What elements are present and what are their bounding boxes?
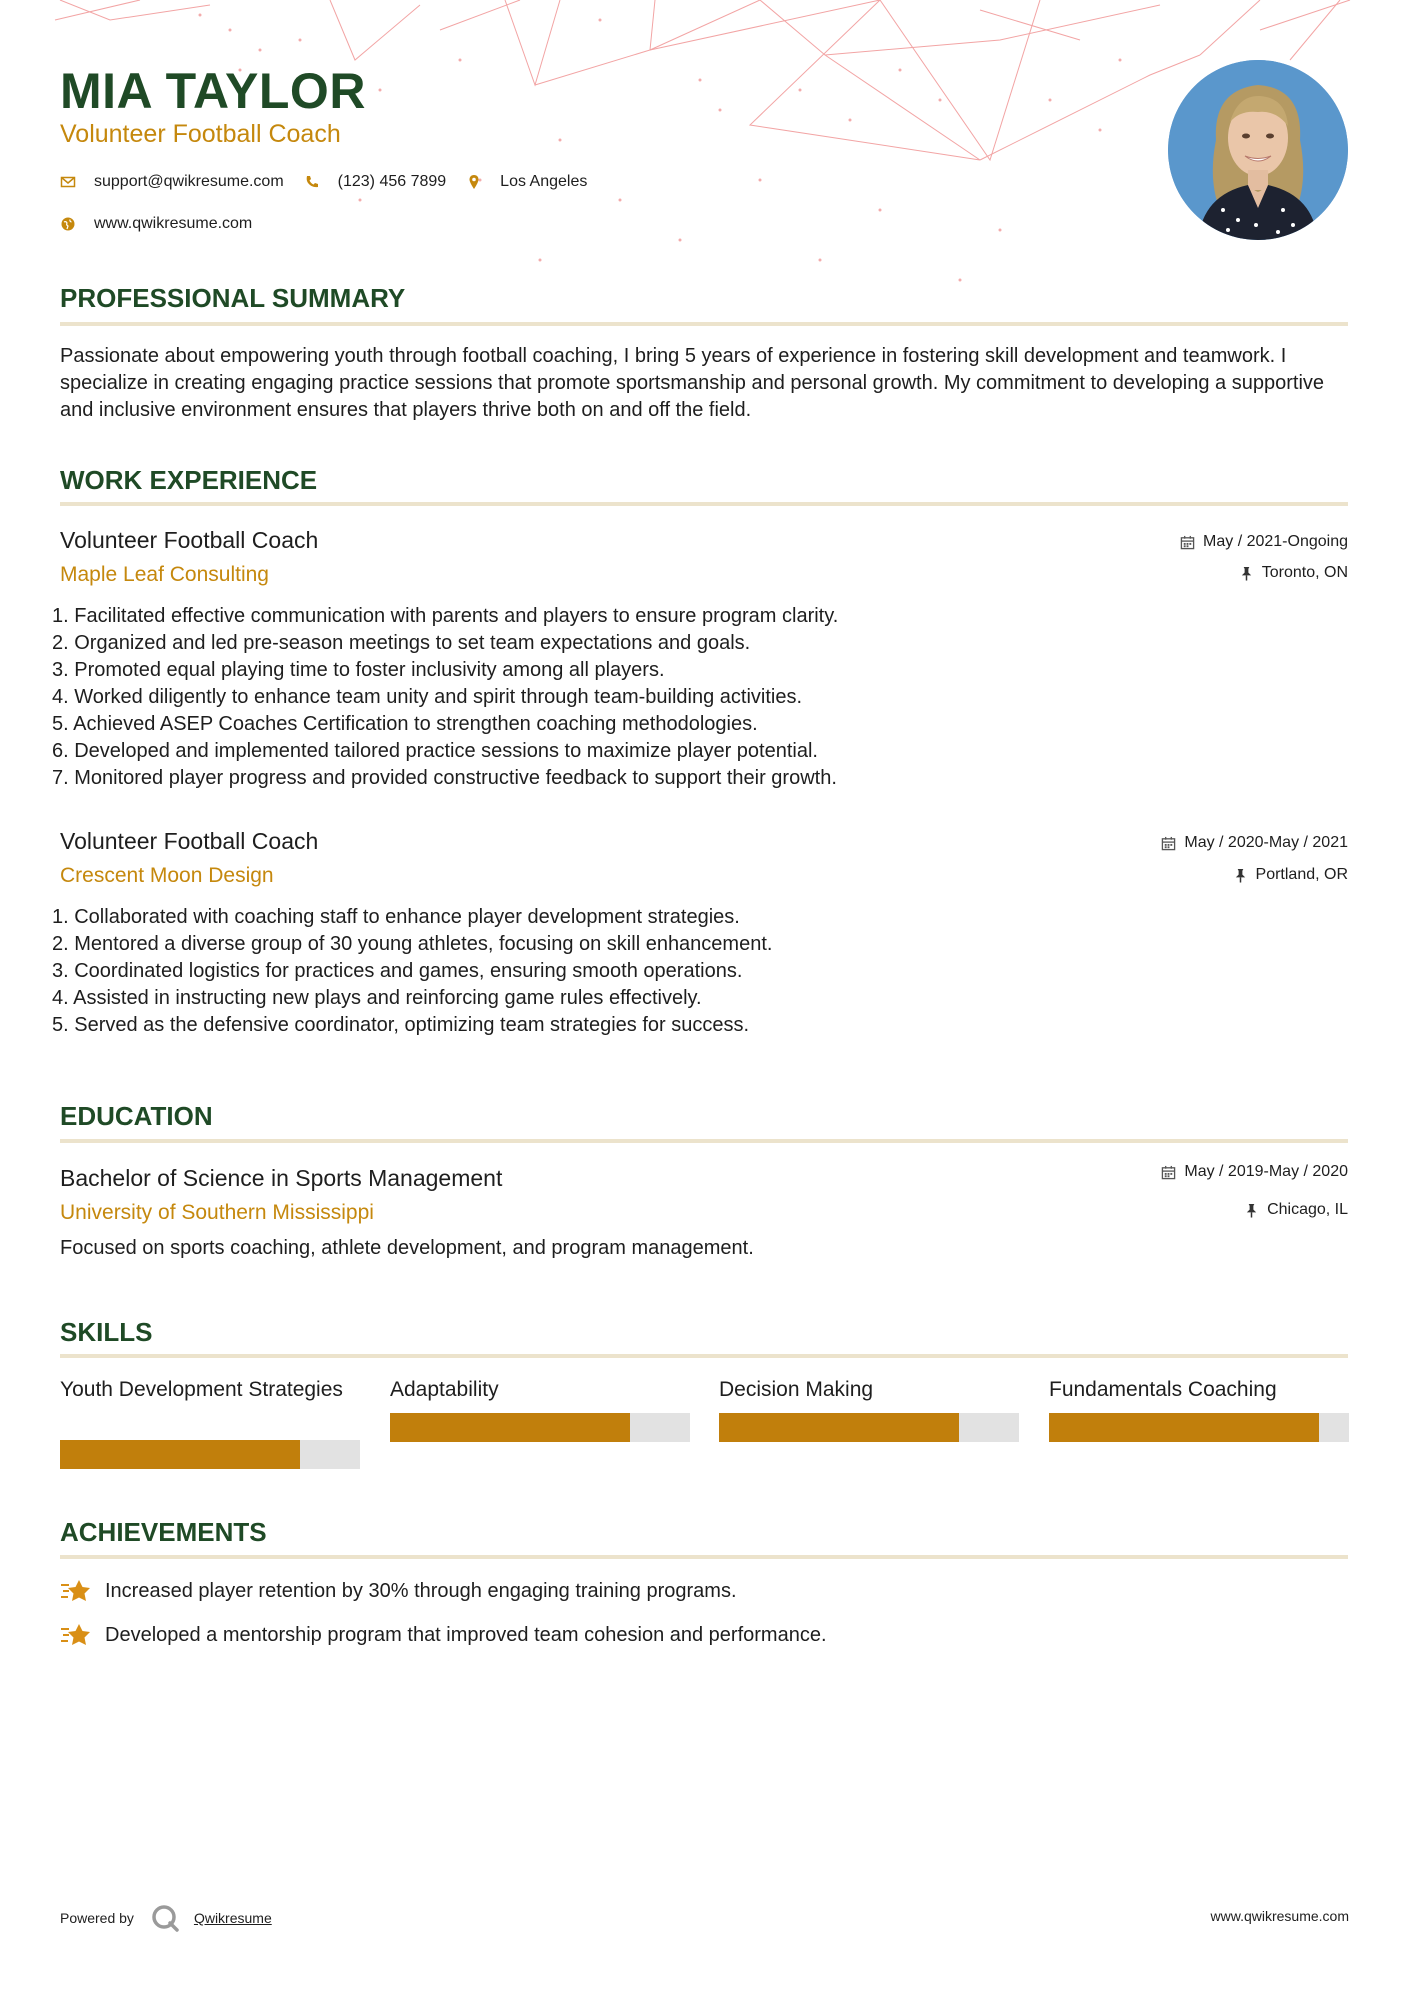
skill-bar-fill <box>60 1440 300 1469</box>
powered-by-label: Powered by <box>60 1910 134 1926</box>
list-item: 4. Worked diligently to enhance team unity and spirit through team-building activities. <box>52 686 803 708</box>
list-item: 5. Served as the defensive coordinator, optimizing team strategies for success. <box>52 1014 750 1036</box>
job-1-dates <box>1180 533 1348 551</box>
education-heading: EDUCATION <box>60 1101 213 1131</box>
list-item: 1. Facilitated effective communication with parents and players to ensure program clarity. <box>52 605 839 627</box>
location-text: Los Angeles <box>500 173 588 190</box>
contact-location <box>466 173 587 191</box>
footer-website[interactable]: www.qwikresume.com <box>1210 1908 1349 1924</box>
job-2-location-text: Portland, OR <box>1255 866 1348 883</box>
job-2-dates-text: May / 2020-May / 2021 <box>1184 834 1348 851</box>
contact-row-primary <box>60 173 607 191</box>
skills-divider <box>60 1354 1348 1358</box>
job-2-location <box>1233 866 1348 884</box>
list-item: 4. Assisted in instructing new plays and reinforcing game rules effectively. <box>52 987 702 1009</box>
email-text: support@qwikresume.com <box>94 173 284 190</box>
achievement-item <box>60 1576 737 1606</box>
list-item: 2. Organized and led pre-season meetings to set team expectations and goals. <box>52 632 751 654</box>
skill-item <box>719 1376 1019 1442</box>
candidate-title: Volunteer Football Coach <box>60 120 341 148</box>
education-dates-text: May / 2019-May / 2020 <box>1184 1163 1348 1180</box>
job-1-location-text: Toronto, ON <box>1261 564 1348 581</box>
job-2-dates <box>1161 834 1348 852</box>
skill-bar-fill <box>390 1413 630 1442</box>
summary-heading: PROFESSIONAL SUMMARY <box>60 283 406 313</box>
candidate-name: MIA TAYLOR <box>60 63 366 119</box>
skill-bar <box>1049 1413 1349 1442</box>
education-degree: Bachelor of Science in Sports Management <box>60 1165 503 1191</box>
education-description: Focused on sports coaching, athlete development, and program management. <box>60 1237 754 1259</box>
qwikresume-logo-icon <box>150 1903 180 1933</box>
list-item: 2. Mentored a diverse group of 30 young athletes, focusing on skill enhancement. <box>52 933 773 955</box>
skill-label: Fundamentals Coaching <box>1049 1378 1277 1401</box>
pushpin-icon <box>1244 1203 1259 1218</box>
list-item: 3. Coordinated logistics for practices and games, ensuring smooth operations. <box>52 960 743 982</box>
summary-divider <box>60 322 1348 326</box>
footer-powered-by <box>60 1903 272 1933</box>
skill-item <box>60 1376 360 1469</box>
achievement-text: Increased player retention by 30% through engaging training programs. <box>105 1579 737 1602</box>
list-item: 6. Developed and implemented tailored practice sessions to maximize player potential. <box>52 740 818 762</box>
education-school: University of Southern Mississippi <box>60 1201 374 1224</box>
shooting-star-icon <box>60 1576 92 1606</box>
achievements-heading: ACHIEVEMENTS <box>60 1517 267 1547</box>
achievement-item <box>60 1620 827 1650</box>
contact-email[interactable] <box>60 173 284 191</box>
job-2-bullets <box>52 904 772 1039</box>
list-item: 5. Achieved ASEP Coaches Certification to strengthen coaching methodologies. <box>52 713 758 735</box>
job-2-company: Crescent Moon Design <box>60 864 274 887</box>
achievement-text: Developed a mentorship program that improved team cohesion and performance. <box>105 1623 827 1646</box>
education-dates <box>1161 1163 1348 1181</box>
pushpin-icon <box>1239 566 1254 581</box>
skill-item <box>390 1376 690 1442</box>
calendar-icon <box>1161 1165 1176 1180</box>
qwikresume-link[interactable]: Qwikresume <box>193 1910 272 1926</box>
achievements-divider <box>60 1555 1348 1559</box>
skill-bar <box>390 1413 690 1442</box>
profile-photo-illustration <box>1168 60 1348 240</box>
shooting-star-icon <box>60 1620 92 1650</box>
website-text: www.qwikresume.com <box>94 215 253 232</box>
education-location-text: Chicago, IL <box>1267 1201 1348 1218</box>
skill-item <box>1049 1376 1349 1442</box>
skills-heading: SKILLS <box>60 1317 153 1347</box>
education-divider <box>60 1139 1348 1143</box>
skill-label: Youth Development Strategies <box>60 1378 343 1401</box>
globe-icon <box>60 216 76 232</box>
skill-label: Adaptability <box>390 1378 499 1401</box>
contact-website[interactable] <box>60 215 252 233</box>
envelope-icon <box>60 174 76 190</box>
job-1-location <box>1239 564 1348 582</box>
map-pin-icon <box>466 174 482 190</box>
list-item: 7. Monitored player progress and provided constructive feedback to support their growth. <box>52 767 837 789</box>
job-1-company: Maple Leaf Consulting <box>60 563 269 586</box>
experience-divider <box>60 502 1348 506</box>
calendar-icon <box>1180 535 1195 550</box>
job-1-title: Volunteer Football Coach <box>60 527 319 553</box>
profile-photo <box>1168 60 1348 240</box>
phone-icon <box>304 174 320 190</box>
skill-label: Decision Making <box>719 1378 874 1401</box>
skill-bar <box>60 1440 360 1469</box>
contact-phone[interactable] <box>304 173 447 191</box>
calendar-icon <box>1161 836 1176 851</box>
job-1-bullets <box>52 603 838 792</box>
phone-text: (123) 456 7899 <box>337 173 447 190</box>
skill-bar-fill <box>719 1413 959 1442</box>
list-item: 3. Promoted equal playing time to foster inclusivity among all players. <box>52 659 665 681</box>
pushpin-icon <box>1233 868 1248 883</box>
summary-text: Passionate about empowering youth through football coaching, I bring 5 years of experience in fostering skill development and teamwork. I specialize in creating engaging practice sessions that promote sportsmanship and personal growth. My commitment to developing a supportive and inclusive environment ensures that players thrive both on and off the field. <box>60 345 1325 421</box>
education-location <box>1244 1201 1348 1219</box>
experience-heading: WORK EXPERIENCE <box>60 465 318 495</box>
job-2-title: Volunteer Football Coach <box>60 828 319 854</box>
skill-bar-fill <box>1049 1413 1319 1442</box>
job-1-dates-text: May / 2021-Ongoing <box>1203 533 1348 550</box>
contact-row-secondary <box>60 215 272 233</box>
list-item: 1. Collaborated with coaching staff to enhance player development strategies. <box>52 906 740 928</box>
skill-bar <box>719 1413 1019 1442</box>
